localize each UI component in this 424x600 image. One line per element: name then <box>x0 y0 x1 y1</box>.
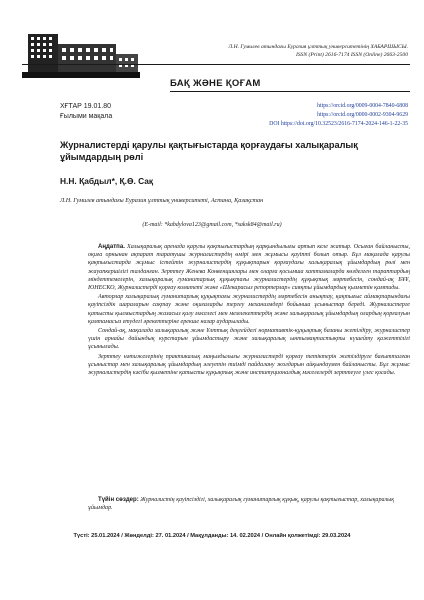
author-affiliation: Л.Н. Гумилев атындағы Еуразия ұлттық университеті, Астана, Қазақстан <box>60 197 264 204</box>
abstract-paragraph-1 <box>88 243 410 292</box>
abstract-paragraph-2: Авторлар халықаралық гуманитарлық құқықтағы журналистердің мәртебесін анықтау, қақтығыс аймақтарындағы қауіпсіздік шараларын сақтау және оқиғаларды тергеу механизмдері бойынша ұсыныстар береді. Журналистерге қатысты қылмыстардың жазасыз қалу мәселесі мен мемлекеттердің және халықаралық ұйымдардың олардың қорғалуын қамтамасыз етудегі әрекеттеріне ерекше назар аударылады. <box>88 294 410 325</box>
article-title: Журналистерді қарулы қақтығыстарда қорғаудағы халықаралық ұйымдардың рөлі <box>60 140 358 162</box>
keywords <box>88 496 410 512</box>
orcid-link-2[interactable]: https://orcid.org/0000-0002-9304-9629 <box>317 112 408 118</box>
journal-name: Л.Н. Гумилев атындағы Еуразия ұлттық университетінің ХАБАРШЫСЫ. <box>228 44 408 50</box>
abstract-text-1: Халықаралық аренада қарулы қақтығыстардың қарқындылығы артып келе жатыр. Осыған байланысты, оқиға орнынан ақпарат таратушы журналистердің өмірі мен жұмысы қауіпті болып отыр. Бұл мақалада қарулы қақтығыстарда жұмыс істейтін журналистердің құқықтарын қорғаудағы халықаралық ұйымдардың рөлі мен жауапкершілігі талданған. Зерттеу Женева Конвенциялары мен оларға қосымша хаттамаларда көзделген тараптардың міндеттемелерін, халықаралық гуманитарлық құқықтағы журналистердің құқықтық мәртебесін, сондай-ақ БҰҰ, ЮНЕСКО, Журналистерді қорғау комитеті және «Шекарасыз репортерлар» сияқты ұйымдардың қызметін қамтиды. <box>88 244 410 292</box>
university-logo-icon <box>22 30 140 78</box>
header-rule <box>22 64 410 65</box>
abstract-paragraph-3: Сондай-ақ, мақалада халықаралық және Ұлттық деңгейдегі нормативтік-құқықтық базаны жетілдіру, журналистер үшін арнайы дайындық курстарын ұйымдастыру және халықаралық ынтымақтастықты күшейту қажеттілігі ұсынылады. <box>88 328 410 351</box>
abstract <box>88 243 410 377</box>
submission-dates: Түсті: 25.01.2024 / Жөнделді: 27. 01.2024 / Мақұлданды: 14. 02.2024 / Онлайн қолжетімді: 29.03.2024 <box>73 533 351 539</box>
abstract-paragraph-4: Зерттеу нәтижелерінің практикалық маңыздылығы журналистерді қорғау тетіктерін жетілдіруге бағытталған ұсыныстар мен халықаралық ұйымдардың әлеуетін тиімді пайдалану жолдарын айқындаумен байланысты. Бұл жұмыс журналистердің кәсіби қызметіне қатысты құқықтық және институционалдық мәселелерді зерттеуге үлес қосады. <box>88 353 410 377</box>
article-type: Ғылыми мақала <box>60 113 113 120</box>
abstract-label: Аңдатпа. <box>98 244 125 250</box>
doi-link[interactable]: DOI https://doi.org/10.32523/2616-7174-2024-146-1-22-35 <box>269 121 408 127</box>
article-authors: Н.Н. Қабдыл*, Қ.Ө. Сақ <box>60 176 154 186</box>
article-code: ХҒТАР 19.01.80 <box>60 103 112 110</box>
keywords-text: Журналистің қауіпсіздігі, халықаралық гуманитарлық құқық, қарулы қақтығыстар, халықаралық ұйымдар. <box>88 497 395 512</box>
keywords-label: Түйін сөздер: <box>98 497 139 503</box>
orcid-link-1[interactable]: https://orcid.org/0009-0004-7840-6808 <box>317 103 408 109</box>
author-emails: (E-mail: *kabdylova123@gmail.com, *saksk84@mail.ru) <box>142 222 282 228</box>
journal-issn: ISSN (Print) 2616-7174 ISSN (Online) 2663-2500 <box>295 52 408 58</box>
section-rule <box>170 91 410 92</box>
section-heading: БАҚ ЖӘНЕ ҚОҒАМ <box>170 78 261 89</box>
